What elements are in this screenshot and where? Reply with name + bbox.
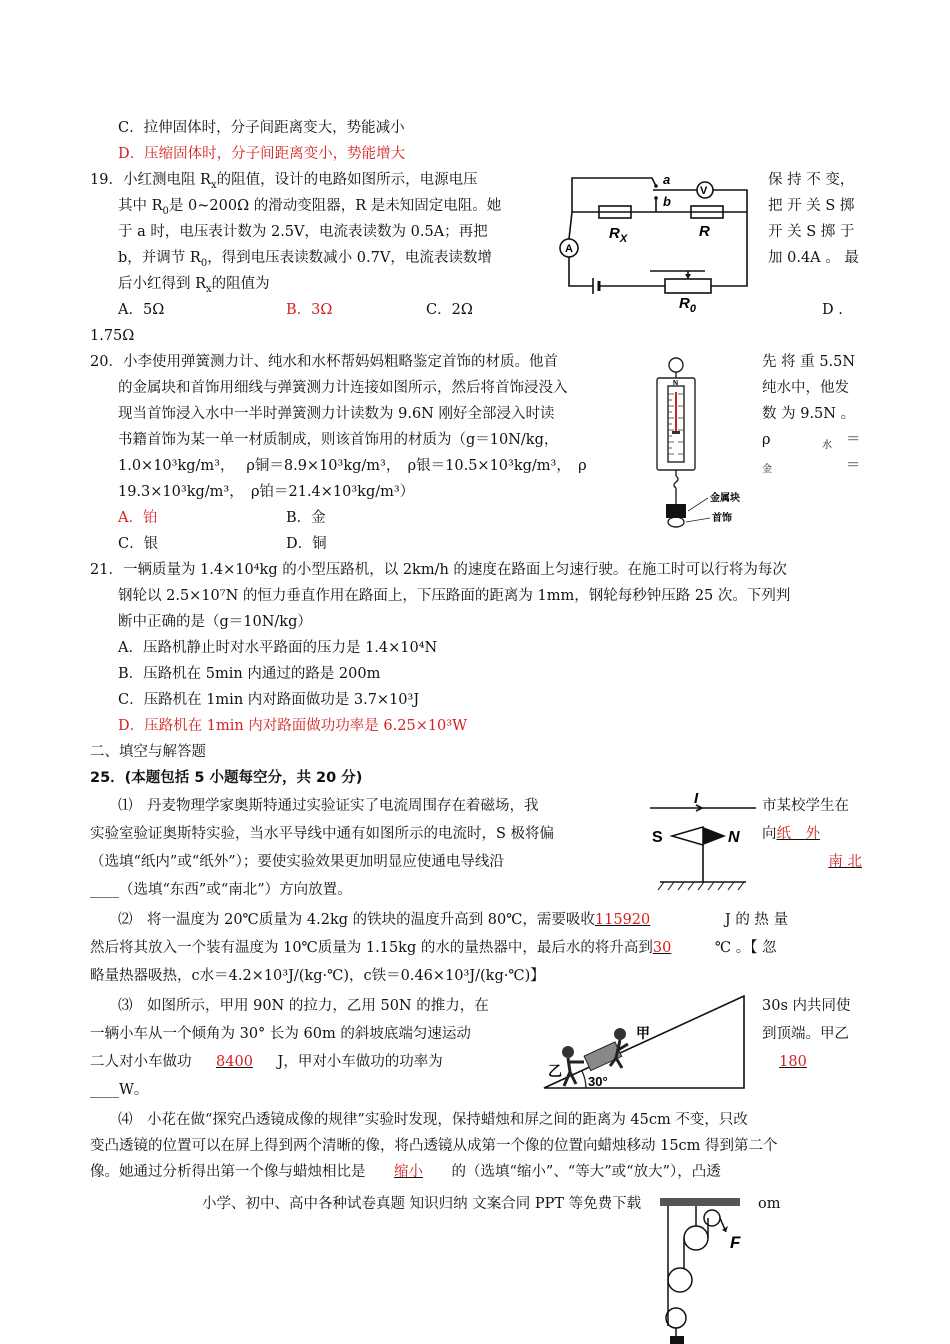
label-a: a — [663, 172, 671, 187]
ceiling-bar — [660, 1198, 740, 1206]
label-b: b — [663, 194, 671, 209]
q19-line-2-right: 把 开 关 S 掷 — [768, 198, 855, 214]
q20-equals-2: ＝ — [846, 458, 861, 474]
q20-line-1-right: 先 将 重 5.5N — [762, 354, 856, 370]
q20-option-c: C．银 — [118, 536, 159, 552]
q19-option-d-value: 1.75Ω — [90, 328, 135, 344]
q19-line-1-right: 保 持 不 变， — [768, 172, 855, 188]
q20-line-3-right: 数 为 9.5N 。 — [762, 406, 856, 422]
q25-2-answer-2: 30 — [652, 940, 672, 956]
q19-line-3-right: 开 关 S 掷 于 — [768, 224, 855, 240]
q19-circuit-diagram — [555, 168, 760, 313]
n-pole-label: N — [728, 829, 740, 846]
r-label: R — [699, 223, 710, 240]
q21-line-2: 钢轮以 2.5×10⁷N 的恒力垂直作用在路面上，下压路面的距离为 1mm，钢轮每秒钟压路 25 次。下列判 — [118, 588, 791, 604]
q25-3-line-4: ____W。 — [90, 1082, 149, 1098]
q25-2-answer-1: 115920 — [594, 912, 651, 928]
q20-line-5: 1.0×10³kg/m³， ρ铜＝8.9×10³kg/m³， ρ银＝10.5×10³kg/m³， ρ — [118, 458, 587, 474]
q25-3-line-2-right: 到顶端。甲乙 — [762, 1026, 849, 1042]
q19-option-c: C．2Ω — [426, 302, 473, 318]
q25-3-line-1: ⑶ 如图所示，甲用 90N 的拉力，乙用 50N 的推力，在 — [118, 998, 489, 1014]
q20-line-4: 书籍首饰为某一单一材质制成，则该首饰用的材质为（g＝10N/kg， — [118, 432, 559, 448]
q20-line-2-right: 纯水中，他发 — [762, 380, 849, 396]
person-jia-head — [614, 1028, 626, 1040]
q20-line-3: 现当首饰浸入水中一半时弹簧测力计读数为 9.6N 刚好全部浸入时读 — [118, 406, 555, 422]
person-yi-head — [562, 1046, 574, 1058]
voltmeter-label: V — [700, 185, 708, 197]
label-jia: 甲 — [636, 1025, 650, 1041]
footer-text: 小学、初中、高中各种试卷真题 知识归纳 文案合同 PPT 等免费下载 — [202, 1196, 642, 1212]
rx-label: $R_X$ — [609, 225, 628, 245]
q25-4-line-1: ⑷ 小花在做“探究凸透镜成像的规律”实验时发现，保持蜡烛和屏之间的距离为 45cm 不变，只改 — [118, 1112, 748, 1128]
q25-4-answer: 缩小 — [394, 1164, 423, 1180]
q20-equals-1: ＝ — [846, 432, 861, 448]
q25-1-line-2-right: 向纸 外 — [762, 824, 857, 844]
q20-rho-water-sub: 水 — [822, 440, 832, 451]
q25-oersted-figure — [646, 792, 758, 896]
q19-line-5: 后小红得到 $R_x$的阻值为 — [118, 276, 270, 295]
q21-option-d: D．压路机在 1min 内对路面做功功率是 6.25×10³W — [118, 718, 468, 734]
q21-option-c: C．压路机在 1min 内对路面做功是 3.7×10³J — [118, 692, 420, 708]
q19-line-3: 于 a 时，电压表计数为 2.5V，电流表读数为 0.5A；再把 — [118, 224, 488, 240]
metal-block-label: 金属块 — [710, 493, 740, 504]
needle-south — [672, 827, 703, 845]
q20-line-6: 19.3×10³kg/m³， ρ铂＝21.4×10³kg/m³） — [118, 484, 415, 500]
q18-option-d: D．压缩固体时，分子间距离变小，势能增大 — [118, 146, 406, 162]
weight-block — [670, 1336, 684, 1344]
q20-option-d: D．铜 — [286, 536, 327, 552]
q20-option-b: B．金 — [286, 510, 326, 526]
jewel-label: 首饰 — [712, 513, 732, 524]
q25-3-line-3: 二人对小车做功 8400 J，甲对小车做功的功率为 — [90, 1054, 443, 1070]
q21-option-b: B．压路机在 5min 内通过的路是 200m — [118, 666, 381, 682]
q25-3-line-2: 一辆小车从一个倾角为 30° 长为 60m 的斜坡底端匀速运动 — [90, 1026, 471, 1042]
footer-tail: om — [758, 1196, 781, 1212]
q25-4-line-3: 像。她通过分析得出第一个像与蜡烛相比是 缩小 的（选填“缩小”、“等大”或“放大”），凸透 — [90, 1164, 721, 1180]
q25-2-line-2: 然后将其放入一个装有温度为 10℃质量为 1.15kg 的水的量热器中，最后水的将升高到30 ℃ 。【 忽 — [90, 940, 777, 956]
q21-line-3: 断中正确的是（g＝10N/kg） — [118, 614, 312, 630]
q25-1-answer-1: 纸 外 — [776, 826, 820, 842]
q19-option-d: D . — [822, 302, 843, 318]
q19-line-2: 其中 $R_0$是 0~200Ω 的滑动变阻器，R 是未知固定电阻。她 — [118, 198, 502, 217]
q19-line-1: 19．小红测电阻 $R_x$的阻值，设计的电路如图所示，电源电压 — [90, 172, 478, 191]
pulley-figure — [640, 1196, 760, 1344]
q20-rho-gold-sub: 金 — [762, 464, 772, 475]
q20-line-1: 20．小李使用弹簧测力计、纯水和水杯帮妈妈粗略鉴定首饰的材质。他首 — [90, 354, 558, 370]
force-arrow — [722, 1226, 728, 1232]
q20-spring-scale-figure — [650, 356, 755, 536]
q25-1-line-2: 实验室验证奥斯特实验，当水平导线中通有如图所示的电流时，S 极将偏 — [90, 826, 555, 842]
q19-option-b: B．3Ω — [286, 302, 333, 318]
q19-line-4: b，并调节 $R_0$，得到电压表读数减小 0.7V，电流表读数增 — [118, 250, 492, 269]
ammeter-label: A — [565, 243, 573, 255]
current-label: I — [694, 792, 699, 807]
section-2-heading: 二、填空与解答题 — [90, 744, 206, 760]
q21-line-1: 21．一辆质量为 1.4×10⁴kg 的小型压路机，以 2km/h 的速度在路面上匀速行驶。在施工时可以行将为每次 — [90, 562, 787, 578]
q19-option-a: A．5Ω — [118, 302, 165, 318]
q25-1-line-1-right: 市某校学生在 — [762, 798, 849, 814]
q20-rho-water-label: ρ — [762, 432, 771, 448]
q19-line-4-right: 加 0.4A 。 最 — [768, 250, 859, 266]
q25-2-line-3: 略量热器吸热，c水＝4.2×10³J/(kg·℃)，c铁＝0.46×10³J/(kg·℃)】 — [90, 968, 545, 984]
metal-block — [666, 504, 686, 518]
q18-option-c: C．拉伸固体时，分子间距离变大，势能减小 — [118, 120, 405, 136]
q25-1-line-1: ⑴ 丹麦物理学家奥斯特通过实验证实了电流周围存在着磁场，我 — [118, 798, 539, 814]
s-pole-label: S — [652, 829, 663, 846]
q25-3-answer-2: 180 — [779, 1054, 807, 1070]
r0-label: $R_0$ — [679, 295, 696, 313]
q25-heading: 25．(本题包括 5 小题每空分，共 20 分) — [90, 770, 363, 786]
angle-label: 30° — [588, 1074, 608, 1089]
q25-3-answer-1: 8400 — [216, 1054, 253, 1070]
q25-1-line-3: （选填“纸内”或“纸外”）；要使实验效果更加明显应使通电导线沿 — [90, 854, 504, 870]
q25-1-answer-2: 南 北 — [828, 854, 862, 870]
q25-4-line-2: 变凸透镜的位置可以在屏上得到两个清晰的像，将凸透镜从成第一个像的位置向蜡烛移动 15cm 得到第二个 — [90, 1138, 778, 1154]
q20-line-2: 的金属块和首饰用细线与弹簧测力计连接如图所示，然后将首饰浸没入 — [118, 380, 568, 396]
label-yi: 乙 — [548, 1063, 562, 1079]
q20-option-a: A．铂 — [118, 510, 158, 526]
q21-option-a: A．压路机静止时对水平路面的压力是 1.4×10⁴N — [118, 640, 438, 656]
q25-3-line-1-right: 30s 内共同使 — [762, 998, 851, 1014]
needle-north — [703, 827, 726, 845]
q25-incline-figure — [540, 992, 750, 1092]
force-label: F — [730, 1233, 741, 1252]
scale-unit-n: N — [673, 380, 679, 387]
q25-2-line-1: ⑵ 将一温度为 20℃质量为 4.2kg 的铁块的温度升高到 80℃，需要吸收115920 J 的 热 量 — [118, 912, 789, 928]
q25-1-line-4: ____（选填“东西”或“南北”）方向放置。 — [90, 882, 352, 898]
